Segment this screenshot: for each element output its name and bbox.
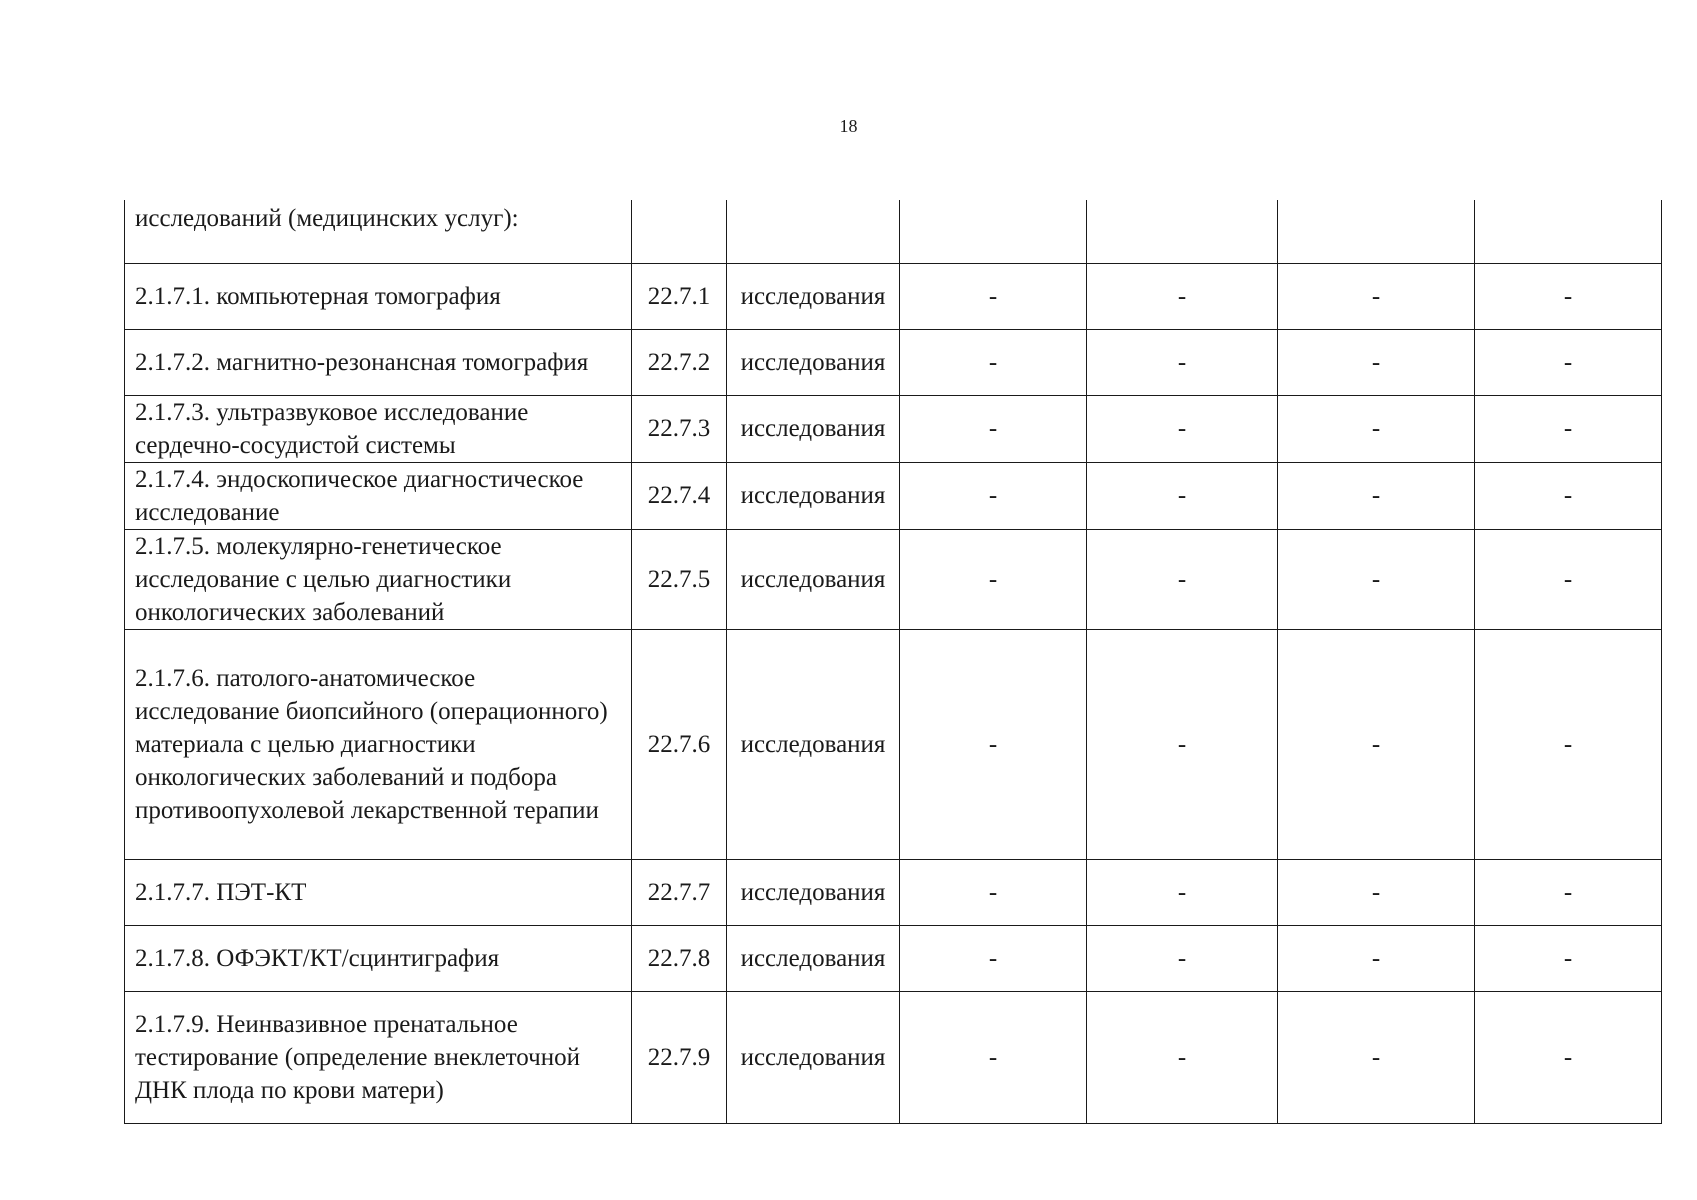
row-code-cell: 22.7.4 [632, 462, 727, 529]
unit-cell: исследования [727, 991, 900, 1123]
service-name-cell: 2.1.7.7. ПЭТ-КТ [125, 859, 632, 925]
service-name-cell: 2.1.7.3. ультразвуковое исследование сердечно-сосудистой системы [125, 395, 632, 462]
value-cell: - [1087, 859, 1278, 925]
unit-cell: исследования [727, 859, 900, 925]
value-cell: - [1087, 991, 1278, 1123]
unit-cell: исследования [727, 629, 900, 859]
value-cell: - [900, 329, 1087, 395]
empty-cell [727, 200, 900, 263]
service-name-cell: 2.1.7.9. Неинвазивное пренатальное тестирование (определение внеклеточной ДНК плода по крови матери) [125, 991, 632, 1123]
unit-cell: исследования [727, 925, 900, 991]
row-code-cell: 22.7.9 [632, 991, 727, 1123]
value-cell: - [1087, 462, 1278, 529]
value-cell: - [1475, 925, 1662, 991]
row-code-cell: 22.7.3 [632, 395, 727, 462]
services-table [124, 200, 1662, 1124]
value-cell: - [900, 462, 1087, 529]
service-name-cell: 2.1.7.8. ОФЭКТ/КТ/сцинтиграфия [125, 925, 632, 991]
table-row [125, 395, 1662, 462]
unit-cell: исследования [727, 395, 900, 462]
value-cell: - [900, 263, 1087, 329]
value-cell: - [1475, 629, 1662, 859]
value-cell: - [1278, 991, 1475, 1123]
value-cell: - [1475, 395, 1662, 462]
value-cell: - [1278, 329, 1475, 395]
unit-cell: исследования [727, 329, 900, 395]
value-cell: - [1475, 529, 1662, 629]
value-cell: - [1475, 263, 1662, 329]
value-cell: - [1475, 329, 1662, 395]
row-code-cell: 22.7.7 [632, 859, 727, 925]
table-row [125, 629, 1662, 859]
table-row-continuation [125, 200, 1662, 263]
page-number: 18 [839, 116, 858, 136]
row-code-cell: 22.7.2 [632, 329, 727, 395]
value-cell: - [900, 991, 1087, 1123]
value-cell: - [900, 925, 1087, 991]
value-cell: - [1475, 462, 1662, 529]
row-code-cell: 22.7.6 [632, 629, 727, 859]
value-cell: - [1087, 329, 1278, 395]
value-cell: - [1087, 529, 1278, 629]
table-row [125, 925, 1662, 991]
value-cell: - [900, 859, 1087, 925]
service-name-cell: 2.1.7.6. патолого-анатомическое исследование биопсийного (операционного) материала с целью диагностики онкологических заболеваний и подбора противоопухолевой лекарственной терапии [125, 629, 632, 859]
service-name-cell: 2.1.7.4. эндоскопическое диагностическое исследование [125, 462, 632, 529]
value-cell: - [1278, 629, 1475, 859]
value-cell: - [1278, 529, 1475, 629]
empty-cell [1475, 200, 1662, 263]
value-cell: - [1087, 395, 1278, 462]
unit-cell: исследования [727, 529, 900, 629]
value-cell: - [1087, 925, 1278, 991]
value-cell: - [1278, 395, 1475, 462]
unit-cell: исследования [727, 263, 900, 329]
empty-cell [632, 200, 727, 263]
value-cell: - [1278, 925, 1475, 991]
table-row [125, 859, 1662, 925]
service-name-cell: 2.1.7.1. компьютерная томография [125, 263, 632, 329]
empty-cell [1278, 200, 1475, 263]
value-cell: - [1278, 859, 1475, 925]
value-cell: - [1278, 263, 1475, 329]
table-row [125, 462, 1662, 529]
table-row [125, 991, 1662, 1123]
value-cell: - [1278, 462, 1475, 529]
service-name-cell: 2.1.7.5. молекулярно-генетическое исследование с целью диагностики онкологических заболеваний [125, 529, 632, 629]
value-cell: - [1475, 991, 1662, 1123]
table-body [125, 200, 1662, 1123]
row-code-cell: 22.7.5 [632, 529, 727, 629]
row-code-cell: 22.7.1 [632, 263, 727, 329]
value-cell: - [900, 629, 1087, 859]
table-row [125, 263, 1662, 329]
value-cell: - [900, 395, 1087, 462]
value-cell: - [1087, 629, 1278, 859]
empty-cell [1087, 200, 1278, 263]
value-cell: - [1087, 263, 1278, 329]
table-row [125, 329, 1662, 395]
unit-cell: исследования [727, 462, 900, 529]
empty-cell [900, 200, 1087, 263]
table-row [125, 529, 1662, 629]
value-cell: - [900, 529, 1087, 629]
service-name-cell: 2.1.7.2. магнитно-резонансная томография [125, 329, 632, 395]
row-code-cell: 22.7.8 [632, 925, 727, 991]
value-cell: - [1475, 859, 1662, 925]
continuation-text-cell: исследований (медицинских услуг): [125, 200, 632, 263]
